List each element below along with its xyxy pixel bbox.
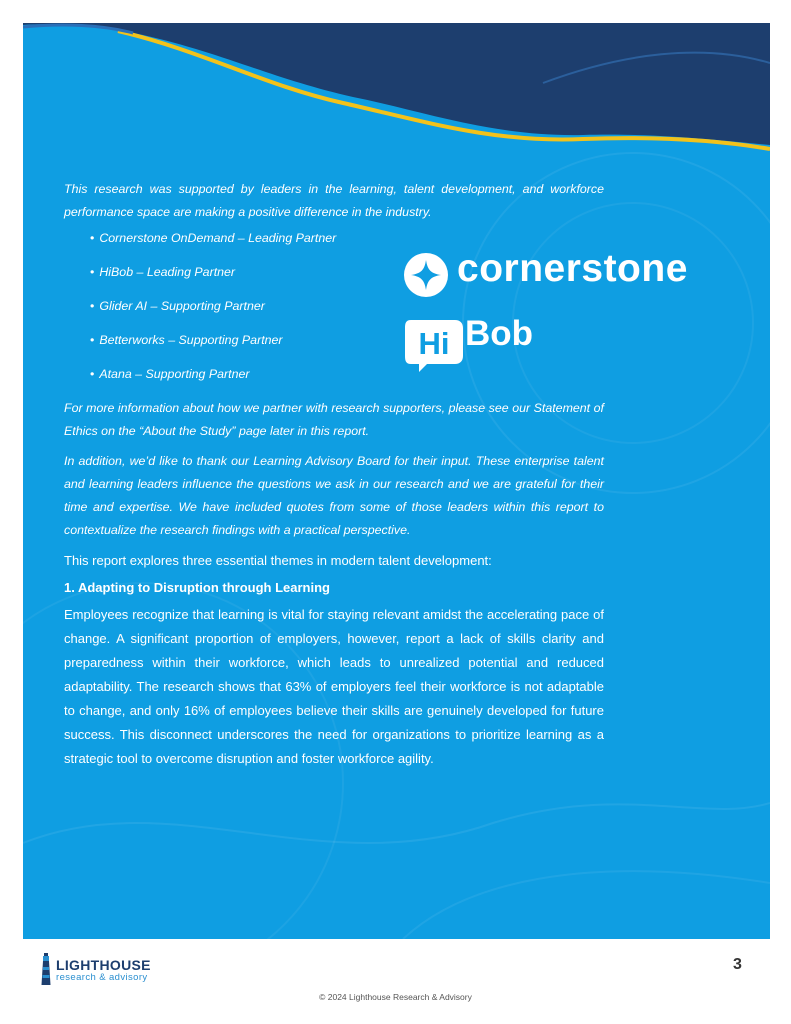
advisory-paragraph: In addition, we’d like to thank our Learning Advisory Board for their input. These enterprise talent and learning leaders influence the questions we ask in our research and we are grateful for their time and expertise. We have included quotes from some of those leaders within this report to contextualize the research findings with a practical perspective. bbox=[64, 454, 604, 537]
page-number: 3 bbox=[733, 956, 742, 973]
partner-label: Betterworks – Supporting Partner bbox=[99, 333, 283, 347]
partner-label: Atana – Supporting Partner bbox=[99, 367, 250, 381]
themes-intro: This report explores three essential themes in modern talent development: bbox=[64, 553, 492, 568]
partner-label: Glider AI – Supporting Partner bbox=[99, 299, 265, 313]
hibob-wordmark: Bob bbox=[465, 314, 534, 353]
partner-label: Cornerstone OnDemand – Leading Partner bbox=[99, 231, 337, 245]
bullet-icon: • bbox=[90, 265, 95, 279]
content-panel bbox=[23, 23, 770, 939]
lighthouse-brand-name: LIGHTHOUSE bbox=[56, 957, 151, 973]
header-wave-dark bbox=[23, 23, 770, 145]
cornerstone-star-icon bbox=[403, 252, 449, 298]
cornerstone-logo bbox=[403, 249, 693, 301]
ethics-paragraph: For more information about how we partner with research supporters, please see our Statement of Ethics on the “About the Study” page later in this report. bbox=[64, 401, 604, 438]
partner-label: HiBob – Leading Partner bbox=[99, 265, 236, 279]
hibob-mark-text: Hi bbox=[418, 326, 450, 361]
decor-curve-2 bbox=[403, 871, 770, 939]
lighthouse-brand-sub: research & advisory bbox=[56, 972, 148, 983]
lighthouse-icon bbox=[40, 953, 52, 985]
copyright-notice: © 2024 Lighthouse Research & Advisory bbox=[319, 992, 472, 1002]
lighthouse-logo bbox=[40, 953, 170, 987]
hibob-logo bbox=[403, 316, 543, 374]
cornerstone-wordmark: cornerstone bbox=[457, 247, 688, 290]
decor-curve-1 bbox=[23, 803, 770, 843]
hibob-bubble-icon bbox=[403, 318, 465, 374]
bullet-icon: • bbox=[90, 367, 95, 381]
intro-paragraph: This research was supported by leaders in the learning, talent development, and workforce performance space are making a positive difference in the industry. bbox=[64, 182, 604, 219]
section-heading: 1. Adapting to Disruption through Learning bbox=[64, 580, 330, 595]
bullet-icon: • bbox=[90, 333, 95, 347]
bullet-icon: • bbox=[90, 231, 95, 245]
section-body: Employees recognize that learning is vital for staying relevant amidst the accelerating pace of change. A significant proportion of employers, however, report a lack of skills clarity and preparedness within their workforce, which leads to unrealized potential and reduced adaptability. The research shows that 63% of employers feel their workforce is not adaptable to change, and only 16% of employees believe their skills are genuinely developed for future success. This disconnect underscores the need for organizations to prioritize learning as a strategic tool to overcome disruption and foster workforce agility. bbox=[64, 607, 604, 766]
bullet-icon: • bbox=[90, 299, 95, 313]
